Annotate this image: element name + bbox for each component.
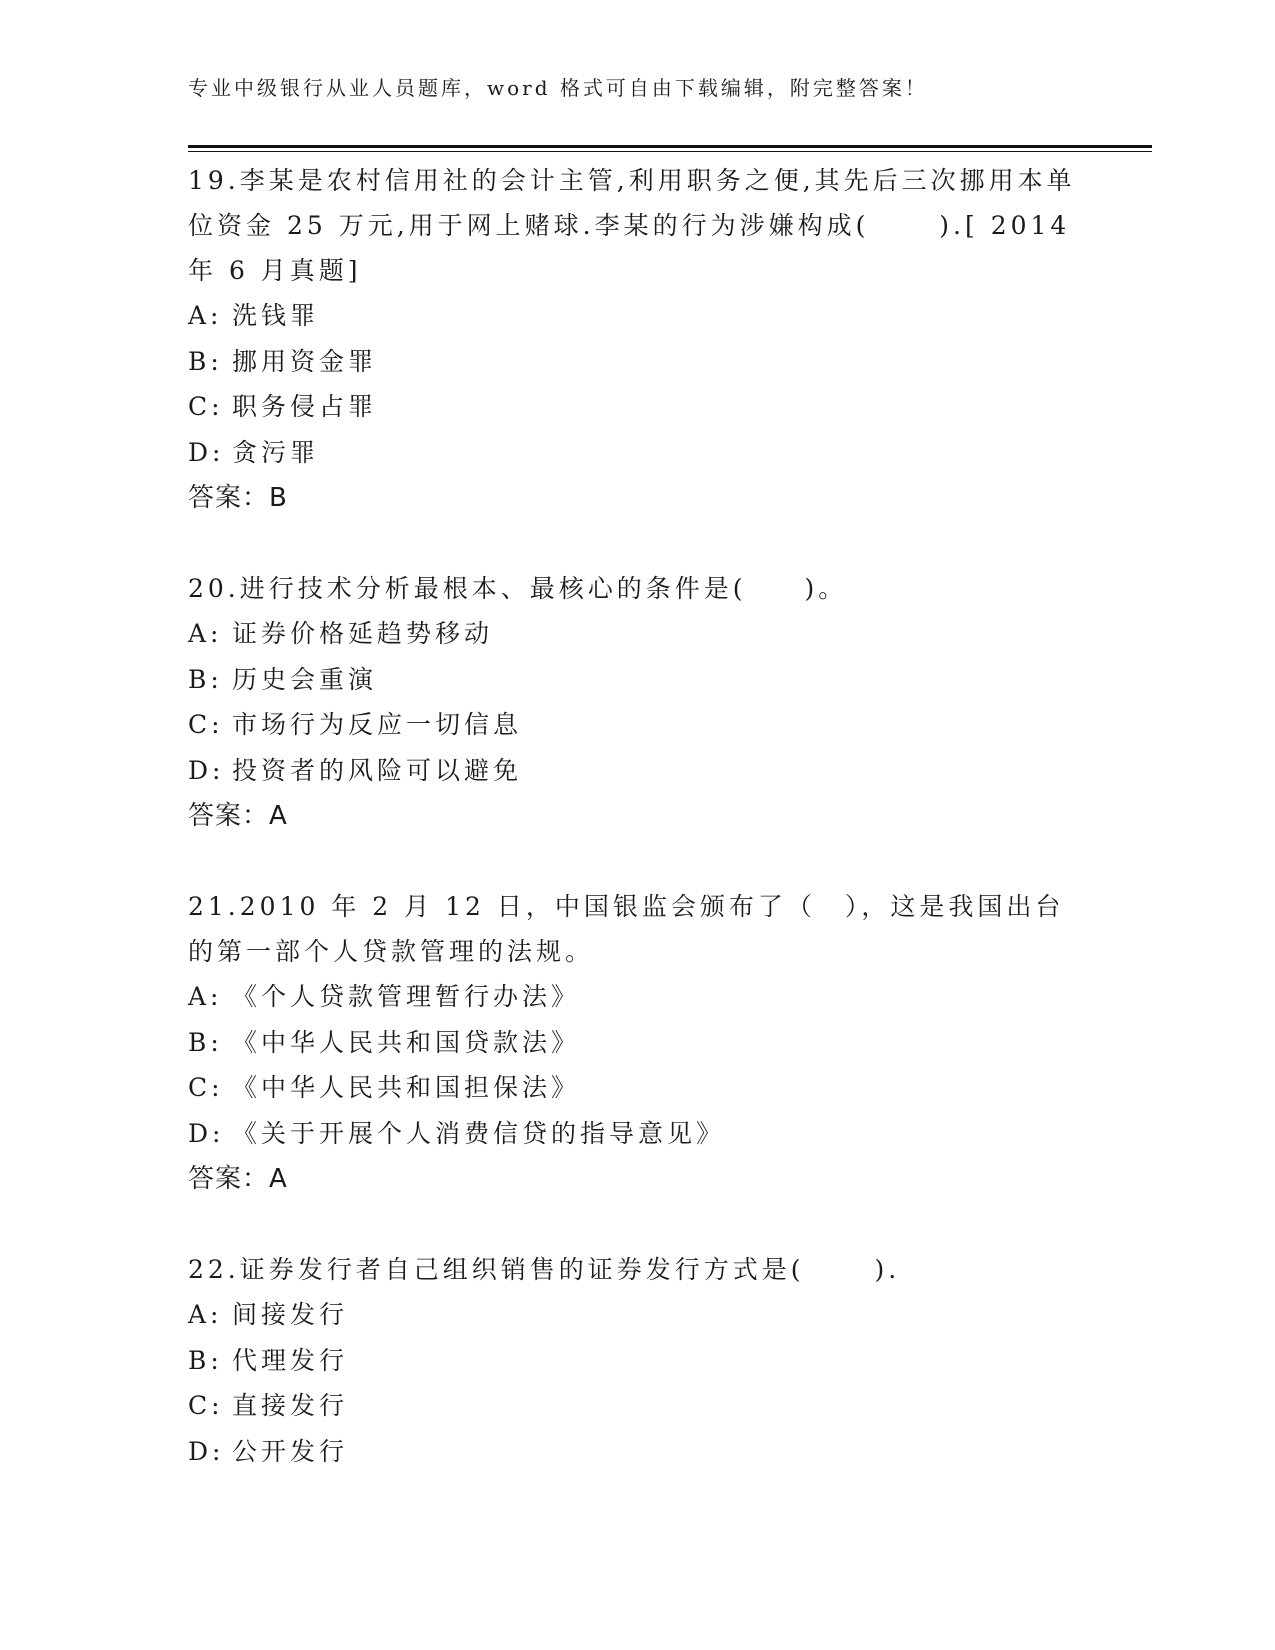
option-b bbox=[188, 1338, 1088, 1384]
option-key: C: bbox=[188, 1073, 224, 1102]
option-text: 间接发行 bbox=[232, 1300, 349, 1329]
option-key: B: bbox=[188, 664, 223, 694]
option-text: 历史会重演 bbox=[232, 664, 378, 694]
option-text: 洗钱罪 bbox=[232, 301, 320, 330]
page-header: 专业中级银行从业人员题库，word 格式可自由下载编辑，附完整答案！ bbox=[188, 76, 928, 100]
question-21 bbox=[188, 884, 1088, 1203]
option-text: 贪污罪 bbox=[232, 437, 320, 467]
option-b bbox=[188, 1020, 1088, 1066]
option-key: D: bbox=[188, 755, 225, 785]
option-key: A: bbox=[188, 1300, 223, 1329]
answer-line: 答案：A bbox=[188, 1164, 288, 1194]
question-stem: 19.李某是农村信用社的会计主管,利用职务之便,其先后三次挪用本单位资金 25 万元,用于网上赌球.李某的行为涉嫌构成( ).[ 2014 年 6 月真题] bbox=[188, 166, 1076, 285]
option-text: 投资者的风险可以避免 bbox=[232, 755, 523, 785]
answer-line: 答案：A bbox=[188, 801, 288, 831]
option-text: 《中华人民共和国担保法》 bbox=[232, 1073, 581, 1102]
option-key: B: bbox=[188, 346, 223, 376]
option-key: A: bbox=[188, 301, 223, 330]
option-c bbox=[188, 1065, 1088, 1111]
option-text: 职务侵占罪 bbox=[232, 392, 378, 421]
question-20 bbox=[188, 566, 1088, 840]
option-text: 《中华人民共和国贷款法》 bbox=[232, 1027, 581, 1057]
option-c bbox=[188, 702, 1088, 748]
option-d bbox=[188, 430, 1088, 476]
option-d bbox=[188, 1111, 1088, 1157]
option-text: 《个人贷款管理暂行办法》 bbox=[232, 982, 581, 1011]
option-key: B: bbox=[188, 1027, 223, 1057]
header-rule-thick bbox=[188, 145, 1152, 148]
question-19 bbox=[188, 158, 1088, 522]
option-key: C: bbox=[188, 392, 224, 421]
option-key: B: bbox=[188, 1345, 223, 1375]
option-text: 公开发行 bbox=[232, 1436, 349, 1466]
option-a bbox=[188, 611, 1088, 657]
answer-line: 答案：B bbox=[188, 483, 288, 513]
question-stem: 20.进行技术分析最根本、最核心的条件是( )。 bbox=[188, 574, 848, 603]
option-key: C: bbox=[188, 710, 224, 739]
question-stem: 22.证券发行者自己组织销售的证券发行方式是( ). bbox=[188, 1255, 901, 1284]
option-d bbox=[188, 748, 1088, 794]
option-c bbox=[188, 1383, 1088, 1429]
option-key: D: bbox=[188, 1118, 225, 1148]
question-list bbox=[188, 158, 1088, 1518]
option-text: 证券价格延趋势移动 bbox=[232, 619, 494, 648]
option-a bbox=[188, 1292, 1088, 1338]
option-b bbox=[188, 657, 1088, 703]
option-key: C: bbox=[188, 1391, 224, 1420]
option-text: 市场行为反应一切信息 bbox=[232, 710, 523, 739]
question-22 bbox=[188, 1247, 1088, 1474]
option-a bbox=[188, 293, 1088, 339]
option-d bbox=[188, 1429, 1088, 1475]
option-text: 直接发行 bbox=[232, 1391, 349, 1420]
option-key: A: bbox=[188, 982, 223, 1011]
option-key: A: bbox=[188, 619, 223, 648]
option-text: 代理发行 bbox=[232, 1345, 349, 1375]
question-stem: 21.2010 年 2 月 12 日，中国银监会颁布了（ ），这是我国出台的第一部个人贷款管理的法规。 bbox=[188, 892, 1065, 966]
option-text: 挪用资金罪 bbox=[232, 346, 378, 376]
option-key: D: bbox=[188, 1436, 225, 1466]
header-rule-thin bbox=[188, 151, 1152, 152]
option-a bbox=[188, 974, 1088, 1020]
option-key: D: bbox=[188, 437, 225, 467]
option-b bbox=[188, 339, 1088, 385]
option-c bbox=[188, 384, 1088, 430]
option-text: 《关于开展个人消费信贷的指导意见》 bbox=[232, 1118, 726, 1148]
